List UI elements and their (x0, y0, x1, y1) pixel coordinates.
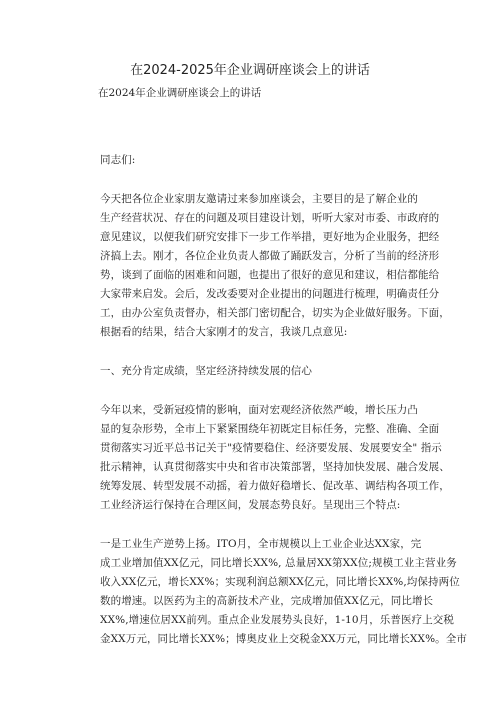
text-line: 一是工业生产逆势上扬。ITO月，全市规模以上工业企业达XX家，完 (100, 538, 422, 550)
text-line: 济搞上去。刚才，各位企业负责人都做了踊跃发言，分析了当前的经济形 (100, 250, 440, 262)
text-line: 大家带来启发。会后，发改委要对企业提出的问题进行梳理，明确责任分 (100, 288, 440, 300)
text-line: 工，由办公室负责督办，相关部门密切配合，切实为企业做好服务。下面， (100, 307, 450, 319)
text-line: 意见建议，以便我们研究安排下一步工作举措，更好地为企业服务，把经 (100, 231, 440, 243)
text-line: 根据看的结果，结合大家刚才的发言，我谈几点意见: (100, 326, 348, 338)
section-heading: 一、充分肯定成绩，坚定经济持续发展的信心 (100, 365, 312, 377)
text-line: 贯彻落实习近平总书记关于"疫情要稳住、经济要发展、发展要安全" 指示 (100, 442, 442, 454)
paragraph-overview (100, 401, 450, 515)
text-line: 金XX万元，同比增长XX%；博奥皮业上交税金XX万元，同比增长XX%。全市 (100, 633, 467, 645)
text-line: 数的增速。以医药为主的高新技术产业，完成增加值XX亿元，同比增长 (100, 595, 434, 607)
text-line: 显的复杂形势，全市上下紧紧围绕年初既定目标任务，完整、准确、全面 (100, 423, 440, 435)
text-line: 统筹发展、转型发展不动摇，着力做好稳增长、促改革、调结构各项工作， (100, 480, 450, 492)
document-body (100, 151, 467, 649)
text-line: 工业经济运行保持在合理区间，发展态势良好。呈现出三个特点: (100, 499, 401, 511)
paragraph-opening (100, 190, 450, 342)
document-subtitle: 在2024年企业调研座谈会上的讲话 (98, 87, 262, 99)
text-line: 势，谈到了面临的困难和问题，也提出了很好的意见和建议，相信都能给 (100, 269, 440, 281)
salutation: 同志们: (100, 154, 136, 166)
text-line: XX%,增速位居XX前列。重点企业发展势头良好，1-10月，乐普医疗上交税 (100, 614, 455, 626)
text-line: 今天把各位企业家朋友邀请过来参加座谈会，主要目的是了解企业的 (100, 193, 418, 205)
text-line: 生产经营状况、存在的问题及项目建设计划，听听大家对市委、市政府的 (100, 212, 440, 224)
text-line: 收入XX亿元，增长XX%；实现利润总额XX亿元，同比增长XX%,均保持两位 (100, 576, 460, 588)
text-line: 成工业增加值XX亿元，同比增长XX%, 总量居XX第XX位;规模工业主营业务 (100, 557, 457, 569)
text-line: 批示精神，认真贯彻落实中央和省市决策部署，坚持加快发展、融合发展、 (100, 461, 450, 473)
paragraph-industrial (100, 535, 467, 649)
document-title: 在2024-2025年企业调研座谈会上的讲话 (130, 63, 370, 78)
text-line: 今年以来，受新冠疫情的影响，面对宏观经济依然严峻，增长压力凸 (100, 404, 418, 416)
